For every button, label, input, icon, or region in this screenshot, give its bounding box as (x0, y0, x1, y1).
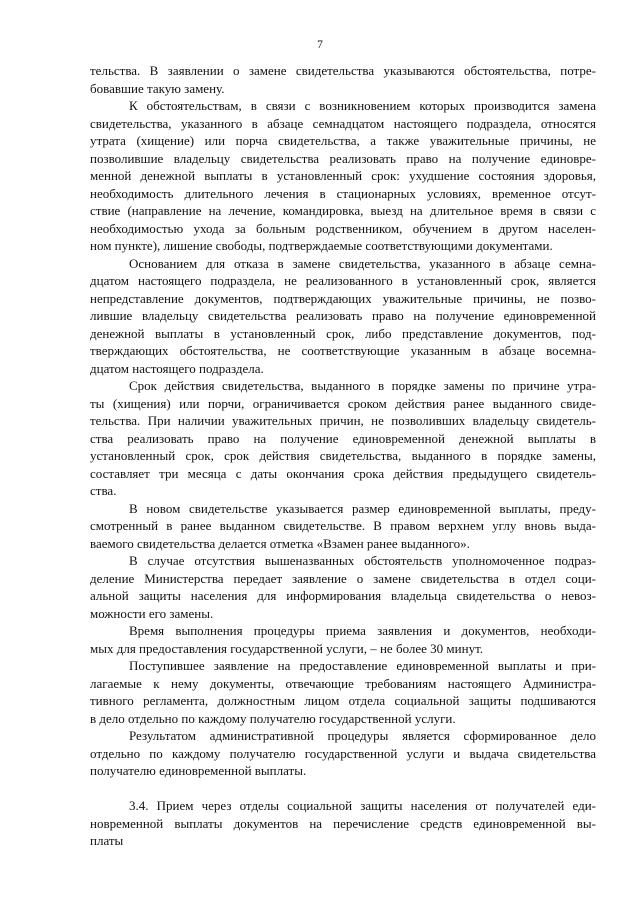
text-line: смотренный в ранее выданном свидетельстве. В правом верхнем углу вновь выда- (90, 518, 596, 533)
text-line: позволившие владельцу свидетельства реализовать право на получение единовре- (90, 150, 596, 166)
text-line: ном пункте), лишение свободы, подтверждаемые соответствующими документами. (90, 238, 553, 253)
text-line: новременной выплаты документов на перечисление средств единовременной вы- (90, 815, 596, 831)
text-line: тельства. При наличии уважительных причин, не позволивших владельцу свидетель- (90, 413, 596, 428)
document-body (90, 62, 596, 850)
text-line: деление Министерства передает заявление о замене свидетельства в отдел соци- (90, 570, 596, 586)
text-line: ствие (направление на лечение, командировка, выезд на длительное время в связи с (90, 203, 596, 218)
text-line: мых для предоставления государственной услуги, – не более 30 минут. (90, 640, 484, 656)
text-line: Срок действия свидетельства, выданного в порядке замены по причине утра- (129, 378, 596, 393)
text-line: 3.4. Прием через отделы социальной защиты населения от получателей еди- (129, 798, 596, 813)
text-line: лагаемые к нему документы, отвечающие требованиям настоящего Администра- (90, 675, 596, 691)
text-line: К обстоятельствам, в связи с возникновением которых производится замена (129, 98, 596, 113)
text-line: дцатом настоящего подраздела. (90, 360, 264, 376)
text-line: необходимостью ухода за больным родственником, обучением в другом населен- (90, 220, 596, 236)
text-line: дцатом настоящего подраздела, не реализованного в установленный срок, является (90, 273, 596, 288)
text-line: Результатом административной процедуры является сформированное дело (129, 728, 596, 743)
text-line: ты (хищения) или порчи, ограничивается сроком действия ранее выданного свиде- (90, 395, 596, 411)
paragraph (90, 97, 596, 255)
text-line: получателю единовременной выплаты. (90, 763, 307, 778)
text-line: утрата (хищение) или порча свидетельства, а также уважительные причины, не (90, 133, 596, 148)
text-line: ства. (90, 483, 117, 498)
text-line: лившие владельцу свидетельства реализовать право на получение единовременной (90, 308, 596, 323)
text-line: тверждающих обстоятельства, не соответствующие указанным в абзаце восемна- (90, 343, 596, 358)
paragraph (90, 255, 596, 378)
paragraph (90, 797, 596, 850)
page-number: 7 (317, 39, 323, 51)
text-line: В случае отсутствия вышеназванных обстоятельств уполномоченное подраз- (129, 553, 596, 568)
text-line: отдельно по каждому получателю государственной услуги и выдача свидетельства (90, 745, 596, 761)
text-line: свидетельства, указанного в абзаце семнадцатом настоящего подраздела, относятся (90, 115, 596, 131)
paragraph-spacer (90, 780, 596, 798)
text-line: денежной выплаты в установленный срок, либо представление документов, под- (90, 325, 596, 341)
paragraph (90, 657, 596, 727)
text-line: Основанием для отказа в замене свидетельства, указанного в абзаце семна- (129, 255, 596, 271)
paragraph (90, 727, 596, 780)
text-line: в дело отдельно по каждому получателю государственной услуги. (90, 710, 456, 726)
paragraph (90, 552, 596, 622)
text-line: тивного регламента, должностным лицом отдела социальной защиты подшиваются (90, 693, 596, 708)
text-line: альной защиты населения для информирования владельца свидетельства о невоз- (90, 588, 596, 603)
text-line: составляет три месяца с даты окончания срока действия предыдущего свидетель- (90, 465, 596, 481)
text-line: установленный срок, срок действия свидетельства, выданного в порядке замены, (90, 448, 596, 463)
text-line: В новом свидетельстве указывается размер единовременной выплаты, преду- (129, 500, 596, 516)
text-line: непредставление документов, подтверждающих уважительные причины, не позво- (90, 290, 596, 306)
paragraph (90, 500, 596, 553)
text-line: Поступившее заявление на предоставление единовременной выплаты и при- (129, 658, 596, 673)
text-line: бовавшие такую замену. (90, 80, 225, 96)
text-line: тельства. В заявлении о замене свидетельства указываются обстоятельства, потре- (90, 63, 596, 78)
text-line: можности его замены. (90, 605, 214, 621)
text-line: необходимость длительного лечения в стационарных условиях, временное отсут- (90, 185, 596, 201)
text-line: ваемого свидетельства делается отметка «Взамен ранее выданного». (90, 535, 470, 551)
text-line: менной денежной выплаты в установленный срок: ухудшение состояния здоровья, (90, 168, 596, 183)
text-line: платы (90, 833, 124, 848)
paragraph (90, 622, 596, 657)
text-line: Время выполнения процедуры приема заявления и документов, необходи- (129, 623, 596, 638)
paragraph (90, 377, 596, 500)
paragraph (90, 62, 596, 97)
text-line: ства реализовать право на получение единовременной денежной выплаты в (90, 430, 596, 446)
